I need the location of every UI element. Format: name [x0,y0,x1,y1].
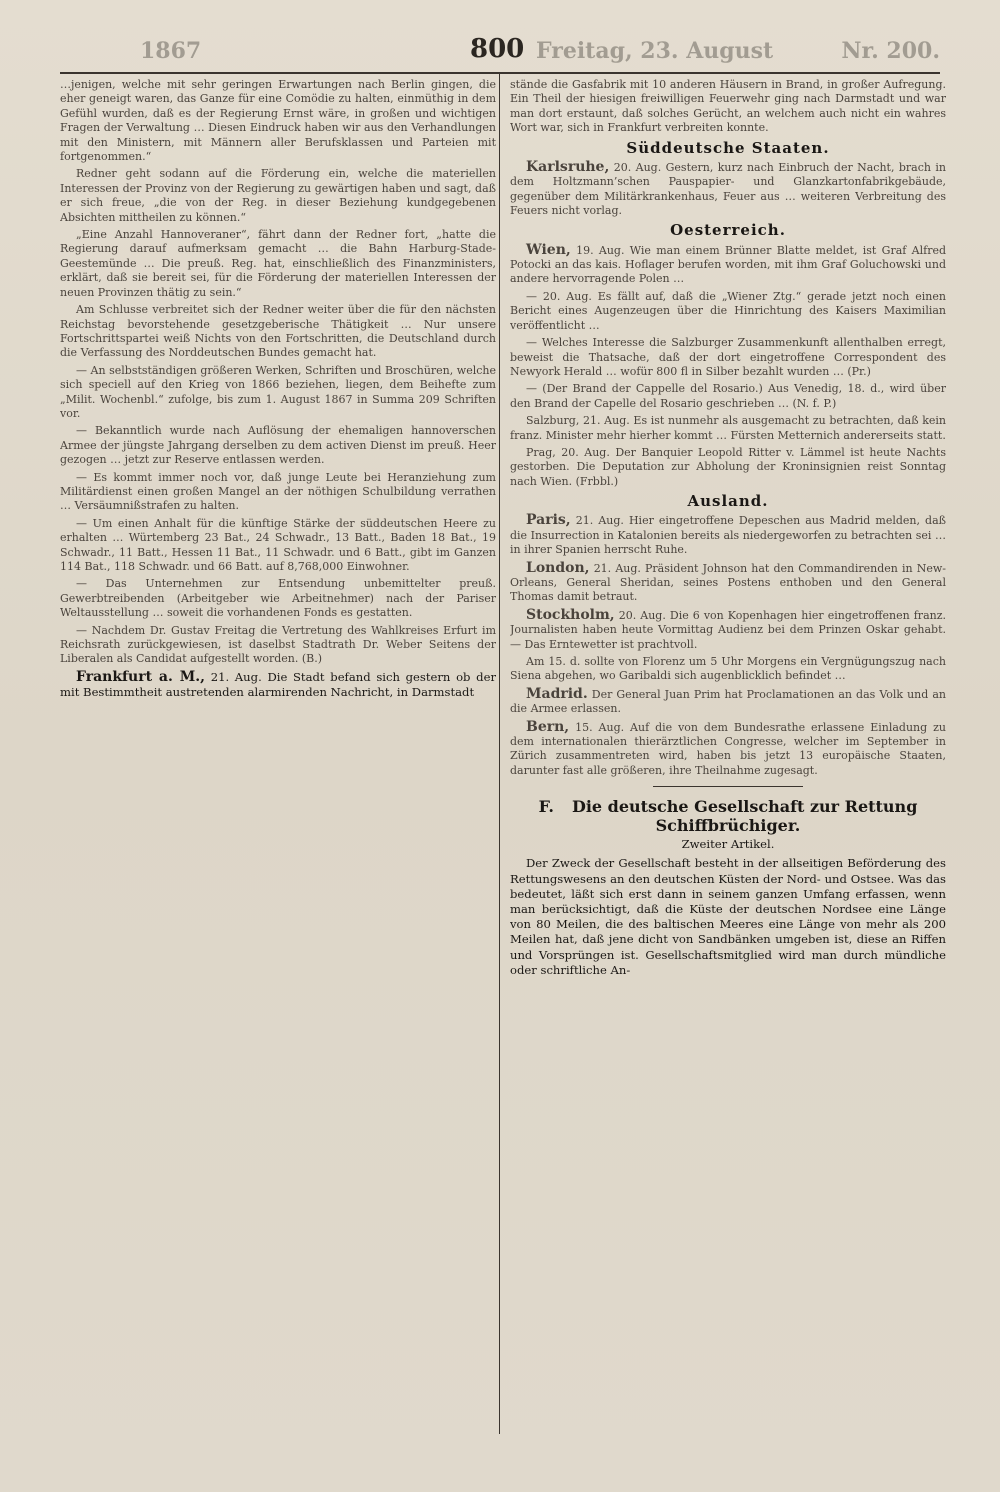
article-paragraph [510,243,946,287]
masthead-year: 1867 [140,38,202,64]
masthead-rule [60,72,940,74]
article-paragraph: Redner geht sodann auf die Förderung ein, welche die materiellen Interessen der Provinz von der Regierung zu gewärtigen haben und sagt, daß er sich freue, „die von der Reg. in dieser Beziehung kundgegebenen Absichten mittheilen zu können.“ [60,167,496,224]
dateline-city: Stockholm, [526,606,615,623]
dateline-city: London, [526,559,590,576]
dateline-text: 20. Aug. Gestern, kurz nach Einbruch der Nacht, brach in dem Holtzmann’schen Pauspapier- und Glanzkartonfabrikgebäude, gegenüber dem Militärkrankenhaus, Feuer aus … weiteren Verbreitung des Feuers nicht vorlag. [510,160,946,218]
dateline-text: 21. Aug. Präsident Johnson hat den Commandirenden in New-Orleans, General Sheridan, seines Postens enthoben und den General Thomas damit betraut. [510,561,946,604]
dateline-text: 21. Aug. Hier eingetroffene Depeschen aus Madrid melden, daß die Insurrection in Katalonien bereits als niedergeworfen zu betrachten sei … in ihrer Spanien herrscht Ruhe. [510,514,946,557]
article-paragraph: Der Zweck der Gesellschaft besteht in der allseitigen Beförderung des Rettungswesens an den deutschen Küsten der Nord- und Ostsee. Was das bedeutet, läßt sich erst dann in seinem ganzen Umfang erfassen, wenn man berücksichtigt, daß die Küste der deutschen Nordsee eine Länge von 80 Meilen, die des baltischen Meeres eine Länge von mehr als 200 Meilen hat, daß jene dicht von Sandbänken umgeben ist, diese an Riffen und Vorsprüngen ist. Gesellschaftsmitglied wird man durch mündliche oder schriftliche An- [510,856,946,977]
dateline-city: Madrid. [526,685,588,702]
article-paragraph: — Welches Interesse die Salzburger Zusammenkunft allenthalben erregt, beweist die Thatsache, daß der dort eingetroffene Correspondent des Newyork Herald … wofür 800 fl in Silber bezahlt wurden … (Pr.) [510,336,946,378]
article-paragraph [510,513,946,557]
article-paragraph: — Es kommt immer noch vor, daß junge Leute bei Heranziehung zum Militärdienst einen großen Mangel an der nöthigen Schulbildung verrathen … Versäumnißstrafen zu halten. [60,470,496,513]
article-paragraph: Am 15. d. sollte von Florenz um 5 Uhr Morgens ein Vergnügungszug nach Siena abgehen, wo Garibaldi sich augenblicklich befindet … [510,655,946,683]
article-paragraph [510,561,946,605]
article-paragraph: — Um einen Anhalt für die künftige Stärke der süddeutschen Heere zu erhalten … Würtemberg 23 Bat., 24 Schwadr., 13 Batt., Baden 18 Bat., 19 Schwadr., 11 Batt., Hessen 11 Bat., 11 Schwadr. und 6 Batt., gibt im Ganzen 114 Bat., 118 Schwadr. und 66 Batt. auf 8,768,000 Einwohner. [60,516,496,573]
left-column [60,78,496,1438]
article-paragraph: — An selbstständigen größeren Werken, Schriften und Broschüren, welche sich speciell auf den Krieg von 1866 beziehen, liegen, dem Beihefte zum „Milit. Wochenbl.“ zufolge, bis zum 1. August 1867 in Summa 209 Schriften vor. [60,363,496,420]
article-paragraph: — Nachdem Dr. Gustav Freitag die Vertretung des Wahlkreises Erfurt im Reichsrath zurückgewiesen, ist daselbst Stadtrath Dr. Weber Seitens der Liberalen als Candidat aufgestellt worden. (B.) [60,623,496,666]
section-heading: Süddeutsche Staaten. [626,138,830,157]
article-paragraph: …jenigen, welche mit sehr geringen Erwartungen nach Berlin gingen, die eher geneigt waren, das Ganze für eine Comödie zu halten, einmüthig in dem Gefühl wurden, daß es der Regierung Ernst wäre, in großen und wichtigen Fragen der Verwaltung … Diesen Eindruck haben wir aus den Verhandlungen mit den Ministern, mit Männern aller Berufsklassen und Parteien mit fortgenommen.“ [60,78,496,164]
issue-number: Nr. 200. [841,38,940,64]
dateline-city: Karlsruhe, [526,158,610,175]
article-paragraph [510,160,946,219]
article-paragraph [510,687,946,717]
page-number: 800 [470,34,525,64]
article-paragraph [60,670,496,700]
dateline-text: Der General Juan Prim hat Proclamationen an das Volk und an die Armee erlassen. [510,687,946,716]
article-paragraph [510,608,946,652]
article-paragraph [510,720,946,779]
article-paragraph: Salzburg, 21. Aug. Es ist nunmehr als ausgemacht zu betrachten, daß kein franz. Minister mehr hierher kommt … Fürsten Metternich andererseits statt. [510,414,946,442]
feuilleton-title-text: Die deutsche Gesellschaft zur Rettung Schiffbrüchiger. [571,797,918,836]
dateline-text: 20. Aug. Die 6 von Kopenhagen hier eingetroffenen franz. Journalisten haben heute Vormittag Audienz bei dem Prinzen Oskar gehabt. — Das Erntewetter ist prachtvoll. [510,608,946,651]
right-column [510,78,946,1438]
masthead [60,34,940,72]
section-divider [653,786,803,787]
dateline-text: 19. Aug. Wie man einem Brünner Blatte meldet, ist Graf Alfred Potocki an das kais. Hoflager berufen worden, mit ihm Graf Goluchowski und andere hervorragende Polen … [510,243,946,286]
article-paragraph: — Das Unternehmen zur Entsendung unbemittelter preuß. Gewerbtreibenden (Arbeitgeber wie Arbeitnehmer) nach der Pariser Weltausstellung … soweit die vorhandenen Fonds es gestatten. [60,577,496,620]
article-paragraph: — Bekanntlich wurde nach Auflösung der ehemaligen hannoverschen Armee der jüngste Jahrgang derselben zu dem activen Dienst im preuß. Heer gezogen … jetzt zur Reserve entlassen werden. [60,424,496,467]
section-heading: Oesterreich. [670,221,786,240]
dateline-text: 15. Aug. Auf die von dem Bundesrathe erlassene Einladung zu dem internationalen thierärztlichen Congresse, welcher im September in Zürich zusammentreten wird, haben bis jetzt 13 europäische Staaten, darunter fast alle größeren, ihre Theilnahme zugesagt. [510,720,946,777]
feuilleton-subtitle: Zweiter Artikel. [681,837,775,852]
section-heading: Ausland. [687,492,769,511]
dateline-city: Bern, [526,718,570,735]
article-paragraph: stände die Gasfabrik mit 10 anderen Häusern in Brand, in großer Aufregung. Ein Theil der hiesigen freiwilligen Feuerwehr ging nach Darmstadt und war man dort erstaunt, daß solches Gerücht, an welchem auch nicht ein wahres Wort war, sich in Frankfurt verbreiten konnte. [510,78,946,135]
article-paragraph: — (Der Brand der Cappelle del Rosario.) Aus Venedig, 18. d., wird über den Brand der Capelle del Rosario geschrieben … (N. f. P.) [510,382,946,410]
article-paragraph: Am Schlusse verbreitet sich der Redner weiter über die für den nächsten Reichstag bevorstehende gesetzgeberische Thätigkeit … Nur unsere Fortschrittspartei weiß Nichts von den Fortschritten, die Deutschland durch die Verfassung des Norddeutschen Bundes gemacht hat. [60,303,496,360]
feuilleton-letter: F. [538,797,554,817]
article-paragraph: — 20. Aug. Es fällt auf, daß die „Wiener Ztg.“ gerade jetzt noch einen Bericht eines Augenzeugen über die Hinrichtung des Kaisers Maximilian veröffentlicht … [510,289,946,332]
masthead-date: Freitag, 23. August [536,38,774,64]
feuilleton-title [510,797,946,835]
dateline-text: 21. Aug. Die Stadt befand sich gestern ob der mit Bestimmtheit austretenden alarmirenden Nachricht, in Darmstadt [60,669,496,700]
dateline-city: Frankfurt a. M., [76,668,205,685]
column-divider [499,74,500,1434]
article-paragraph: Prag, 20. Aug. Der Banquier Leopold Ritter v. Lämmel ist heute Nachts gestorben. Die Deputation zur Abholung der Kroninsignien reist Sonntag nach Wien. (Frbbl.) [510,445,946,488]
dateline-city: Paris, [526,512,571,529]
dateline-city: Wien, [526,241,571,258]
article-paragraph: „Eine Anzahl Hannoveraner“, fährt dann der Redner fort, „hatte die Regierung darauf aufmerksam gemacht … die Bahn Harburg-Stade-Geestemünde … Die preuß. Reg. hat, einschließlich des Finanzministers, erklärt, daß sie bereit sei, für die Förderung der materiellen Interessen der neuen Provinzen thätig zu sein.“ [60,228,496,299]
